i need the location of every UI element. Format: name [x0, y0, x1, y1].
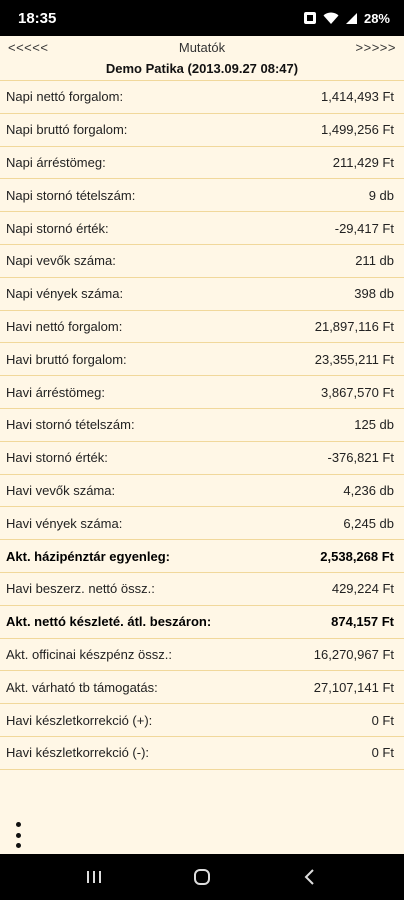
metric-label: Akt. officinai készpénz össz.: [6, 646, 172, 662]
list-item[interactable] [0, 245, 404, 278]
home-button[interactable] [182, 862, 222, 892]
metric-value: 0 Ft [371, 712, 394, 728]
list-item[interactable] [0, 442, 404, 475]
metric-label: Napi stornó tételszám: [6, 187, 136, 203]
metric-value: -376,821 Ft [327, 450, 394, 466]
list-item[interactable] [0, 540, 404, 573]
metric-label: Havi stornó tételszám: [6, 417, 135, 433]
wifi-icon [323, 12, 339, 25]
list-item[interactable] [0, 639, 404, 672]
metric-value: 23,355,211 Ft [314, 351, 394, 367]
metric-value: 3,867,570 Ft [321, 384, 394, 400]
navigation-row [0, 36, 404, 58]
metric-label: Havi készletkorrekció (-): [6, 745, 150, 761]
recent-apps-button[interactable] [74, 862, 114, 892]
metric-label: Napi árréstömeg: [6, 154, 106, 170]
notification-icon [303, 11, 317, 25]
metric-label: Napi bruttó forgalom: [6, 122, 128, 138]
next-link[interactable]: >>>>> [355, 39, 396, 55]
list-item[interactable] [0, 671, 404, 704]
status-time: 18:35 [18, 9, 57, 27]
list-item[interactable] [0, 704, 404, 737]
pharmacy-subtitle: Demo Patika (2013.09.27 08:47) [105, 61, 299, 76]
metric-value: 6,245 db [343, 515, 394, 531]
list-item[interactable] [0, 475, 404, 508]
metric-label: Havi árréstömeg: [6, 384, 105, 400]
metric-label: Napi stornó érték: [6, 220, 109, 236]
list-item[interactable] [0, 114, 404, 147]
back-button[interactable] [290, 862, 330, 892]
metric-label: Havi nettó forgalom: [6, 318, 123, 334]
metric-value: 211 db [355, 253, 394, 269]
metric-label: Havi stornó érték: [6, 450, 108, 466]
metric-value: 9 db [368, 187, 394, 203]
metric-value: 429,224 Ft [331, 581, 394, 597]
metric-value: 1,414,493 Ft [321, 89, 394, 105]
metric-label: Havi beszerz. nettó össz.: [6, 581, 155, 597]
metric-label: Akt. várható tb támogatás: [6, 679, 158, 695]
metric-label: Napi nettó forgalom: [6, 89, 124, 105]
metric-label: Havi vények száma: [6, 515, 123, 531]
metric-value: 211,429 Ft [332, 154, 394, 170]
metric-value: 21,897,116 Ft [314, 318, 394, 334]
signal-icon [345, 12, 358, 25]
metric-value: 125 db [354, 417, 394, 433]
metric-label: Napi vények száma: [6, 286, 124, 302]
metric-value: 27,107,141 Ft [313, 679, 394, 695]
list-item[interactable] [0, 147, 404, 180]
list-item[interactable] [0, 278, 404, 311]
list-item[interactable] [0, 376, 404, 409]
list-item[interactable] [0, 179, 404, 212]
metric-value: 1,499,256 Ft [321, 122, 394, 138]
metric-value: 398 db [354, 286, 394, 302]
status-icons [303, 11, 390, 26]
metric-value: 16,270,967 Ft [313, 646, 394, 662]
list-item[interactable] [0, 212, 404, 245]
battery-percent: 28% [363, 10, 390, 26]
list-item[interactable] [0, 507, 404, 540]
metric-label: Havi bruttó forgalom: [6, 351, 127, 367]
status-bar [0, 0, 404, 36]
page-title: Mutatók [178, 39, 226, 55]
list-item[interactable] [0, 81, 404, 114]
list-item[interactable] [0, 409, 404, 442]
overflow-menu-icon[interactable] [11, 822, 25, 848]
metric-label: Napi vevők száma: [6, 253, 116, 269]
metric-value: 0 Ft [371, 745, 394, 761]
list-item[interactable] [0, 573, 404, 606]
metric-label: Havi vevők száma: [6, 482, 116, 498]
list-item[interactable] [0, 311, 404, 344]
list-item[interactable] [0, 343, 404, 376]
system-navigation-bar [0, 854, 404, 900]
metric-label: Akt. nettó készleté. átl. beszáron: [6, 614, 212, 630]
metric-label: Akt. házipénztár egyenleg: [6, 548, 170, 564]
metrics-list [0, 80, 404, 770]
metric-value: -29,417 Ft [334, 220, 394, 236]
list-item[interactable] [0, 737, 404, 770]
app-screen [0, 36, 404, 854]
previous-link[interactable]: <<<<< [8, 39, 49, 55]
list-item[interactable] [0, 606, 404, 639]
metric-value: 2,538,268 Ft [320, 548, 394, 564]
metric-value: 4,236 db [343, 482, 394, 498]
metric-label: Havi készletkorrekció (+): [6, 712, 153, 728]
metric-value: 874,157 Ft [331, 614, 394, 630]
